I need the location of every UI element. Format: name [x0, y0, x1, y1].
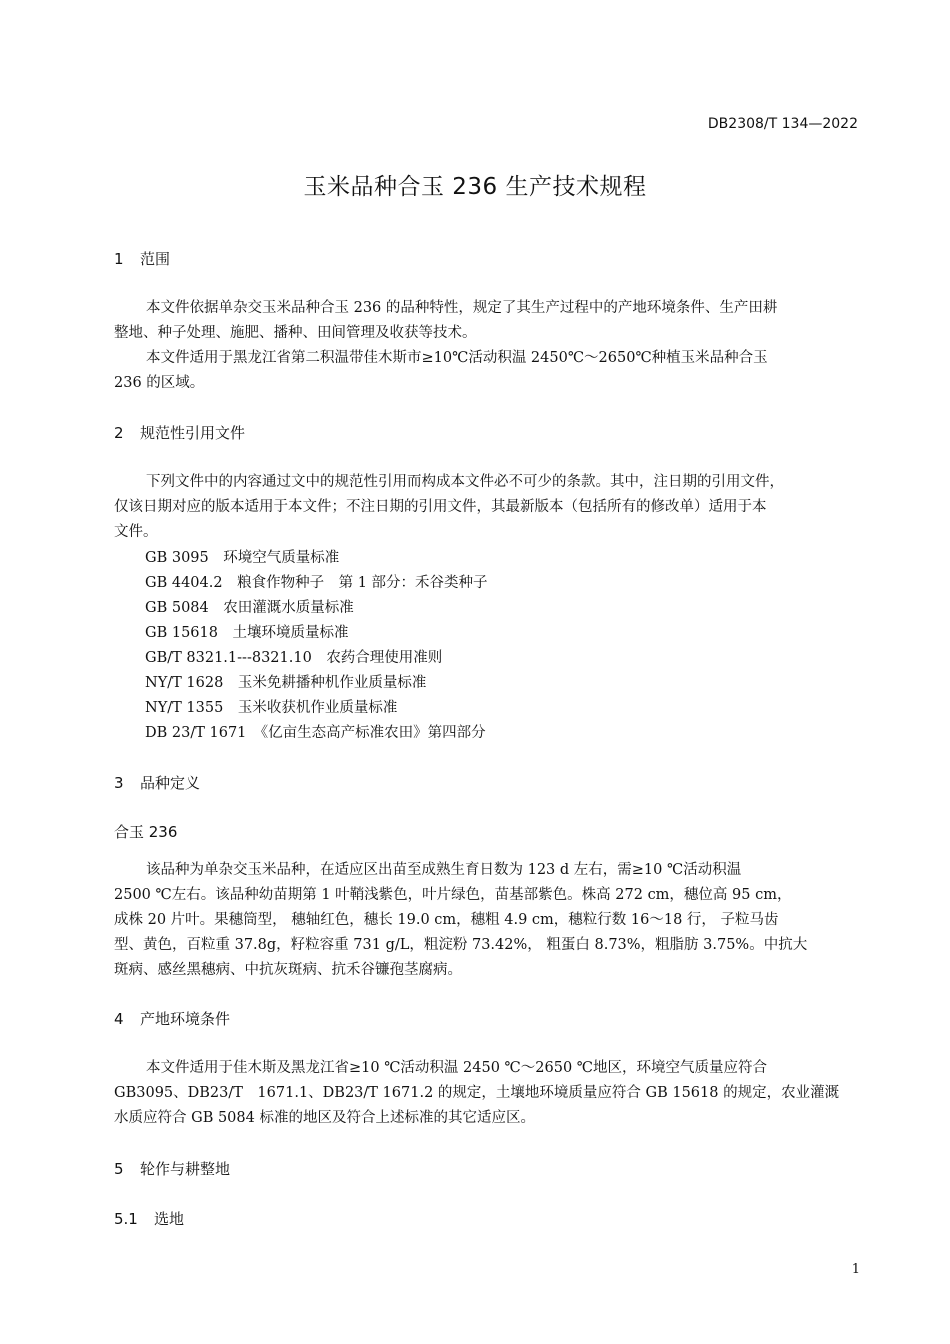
- section-heading-3: 3 品种定义: [114, 774, 201, 792]
- paragraph-line: 斑病、感丝黑穗病、中抗灰斑病、抗禾谷镰孢茎腐病。: [114, 962, 462, 978]
- paragraph-line: 整地、种子处理、施肥、播种、田间管理及收获等技术。: [114, 325, 477, 341]
- reference-item: NY/T 1355 玉米收获机作业质量标准: [145, 700, 398, 716]
- section-heading-4: 4 产地环境条件: [114, 1010, 231, 1028]
- reference-item: GB 5084 农田灌溉水质量标准: [145, 600, 354, 616]
- paragraph-line: 本文件适用于黑龙江省第二积温带佳木斯市≥10℃活动积温 2450℃～2650℃种植玉米品种合玉: [146, 350, 768, 366]
- page-number: 1: [851, 1262, 860, 1277]
- term-heading: 合玉 236: [114, 823, 178, 841]
- paragraph-line: GB3095、DB23/T 1671.1、DB23/T 1671.2 的规定，土壤地环境质量应符合 GB 15618 的规定，农业灌溉: [114, 1085, 840, 1101]
- reference-item: GB 15618 土壤环境质量标准: [145, 625, 349, 641]
- paragraph-line: 本文件依据单杂交玉米品种合玉 236 的品种特性，规定了其生产过程中的产地环境条件、生产田耕: [146, 300, 778, 316]
- paragraph-line: 仅该日期对应的版本适用于本文件；不注日期的引用文件，其最新版本（包括所有的修改单）适用于本: [114, 499, 767, 515]
- reference-item: NY/T 1628 玉米免耕播种机作业质量标准: [145, 675, 427, 691]
- reference-item: GB 4404.2 粮食作物种子 第 1 部分：禾谷类种子: [145, 575, 488, 591]
- paragraph-line: 该品种为单杂交玉米品种，在适应区出苗至成熟生育日数为 123 d 左右，需≥10 ℃活动积温: [146, 862, 742, 878]
- reference-item: DB 23/T 1671 《亿亩生态高产标准农田》第四部分: [145, 725, 486, 741]
- subsection-heading-5-1: 5.1 选地: [114, 1210, 185, 1228]
- paragraph-line: 水质应符合 GB 5084 标准的地区及符合上述标准的其它适应区。: [114, 1110, 535, 1126]
- paragraph-line: 成株 20 片叶。果穗筒型， 穗轴红色，穗长 19.0 cm，穗粗 4.9 cm，穗粒行数 16～18 行， 子粒马齿: [114, 912, 779, 928]
- reference-item: GB/T 8321.1---8321.10 农药合理使用准则: [145, 650, 443, 666]
- paragraph-line: 文件。: [114, 524, 158, 540]
- document-number: DB2308/T 134—2022: [707, 116, 858, 132]
- page-title: 玉米品种合玉 236 生产技术规程: [303, 174, 647, 200]
- paragraph-line: 型、黄色，百粒重 37.8g，籽粒容重 731 g/L，粗淀粉 73.42%， 粗蛋白 8.73%，粗脂肪 3.75%。中抗大: [114, 937, 808, 953]
- paragraph-line: 236 的区域。: [114, 375, 205, 391]
- section-heading-5: 5 轮作与耕整地: [114, 1160, 231, 1178]
- section-heading-2: 2 规范性引用文件: [114, 424, 246, 442]
- section-heading-1: 1 范围: [114, 250, 171, 268]
- paragraph-line: 本文件适用于佳木斯及黑龙江省≥10 ℃活动积温 2450 ℃～2650 ℃地区，环境空气质量应符合: [146, 1060, 767, 1076]
- reference-item: GB 3095 环境空气质量标准: [145, 550, 340, 566]
- paragraph-line: 2500 ℃左右。该品种幼苗期第 1 叶鞘浅紫色，叶片绿色，苗基部紫色。株高 272 cm，穗位高 95 cm，: [114, 887, 792, 903]
- paragraph-line: 下列文件中的内容通过文中的规范性引用而构成本文件必不可少的条款。其中，注日期的引用文件，: [146, 474, 784, 490]
